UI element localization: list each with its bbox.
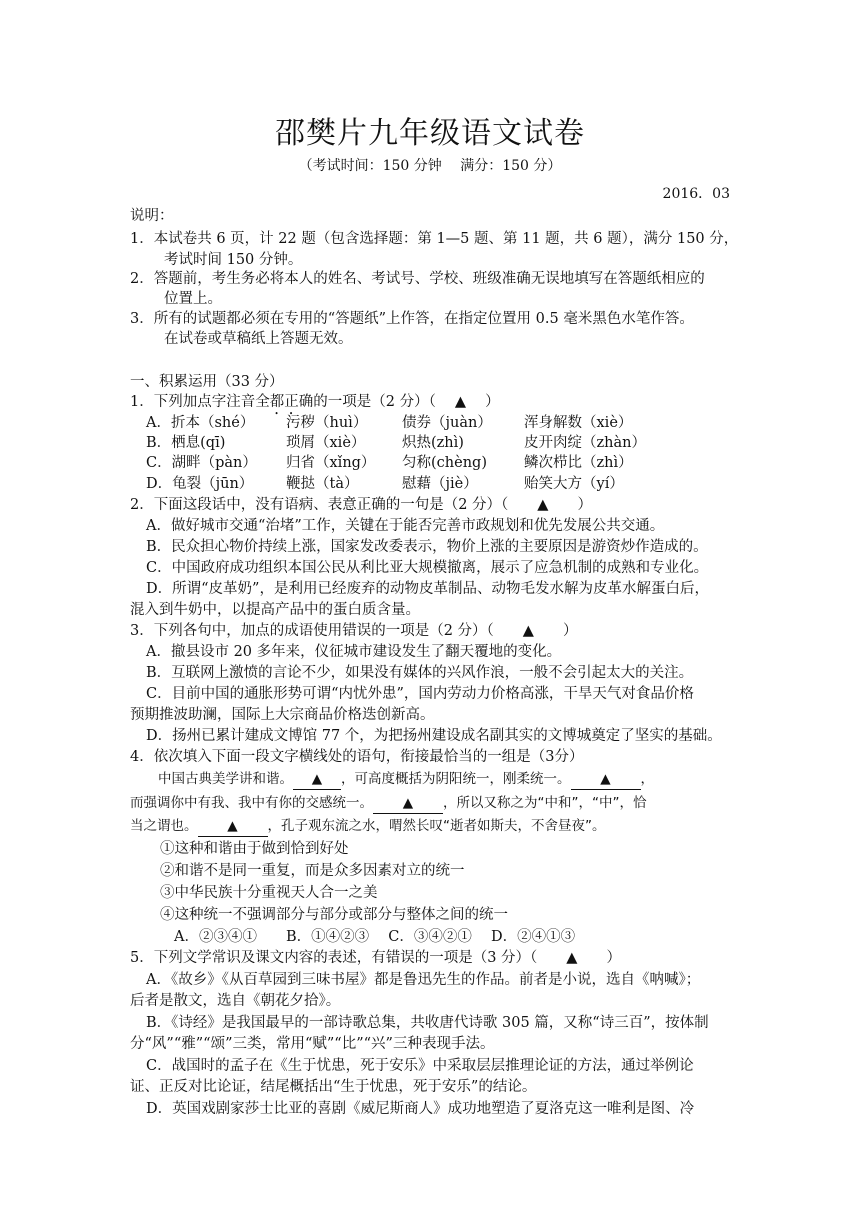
- q5-option: 分“风”“雅”“颂”三类，常用“赋”“比”“兴”三种表现手法。: [130, 1036, 495, 1052]
- dotted-text: 都正: [269, 394, 299, 410]
- q4-choice: ①这种和谐由于做到恰到好处: [160, 841, 349, 857]
- option-cell: 归省（xǐng）: [286, 455, 376, 471]
- passage-text: ，孔子观东流之水，喟然长叹“逝者如斯夫，不舍昼夜”。: [267, 818, 606, 834]
- passage-text: ，所以又称之为“中和”，“中”，恰: [443, 795, 647, 811]
- option-cell: C．湖畔（pàn）: [146, 455, 257, 471]
- option-cell: 皮开肉绽（zhàn）: [524, 435, 646, 451]
- q3-option: 预期推波助澜，国际上大宗商品价格迭创新高。: [130, 707, 435, 723]
- instruction-line: 1．本试卷共 6 页，计 22 题（包含选择题：第 1—5 题、第 11 题，共 6 题），满分 150 分，: [130, 231, 739, 247]
- question-4-stem: 4．依次填入下面一段文字横线处的语句，衔接最恰当的一组是（3分）: [130, 749, 584, 765]
- section-heading: 一、积累运用（33 分）: [130, 374, 284, 390]
- q5-option: 后者是散文，选自《朝花夕拾》。: [130, 993, 341, 1009]
- q3-option: B．互联网上激愤的言论不少，如果没有媒体的兴风作浪，一般不会引起太大的关注。: [146, 665, 694, 681]
- stem-text: 1．下列加点字注音全: [130, 394, 270, 410]
- stem-text: 确的一项是（2 分）（ ▲ ）: [298, 394, 500, 410]
- passage-text: 而强调你中有我、我中有你的交感统一。: [130, 795, 373, 811]
- instruction-line: 在试卷或草稿纸上答题无效。: [164, 331, 353, 347]
- option-cell: 债券（juàn）: [402, 415, 492, 431]
- option-cell: 炽热(zhì): [402, 435, 464, 451]
- passage-text: ，可高度概括为阴阳统一，刚柔统一。: [341, 771, 571, 787]
- passage-text: 中国古典美学讲和谐。: [158, 771, 293, 787]
- q2-option: D．所谓“皮革奶”，是利用已经废弃的动物皮革制品、动物毛发水解为皮革水解蛋白后，: [146, 581, 709, 597]
- answer-blank[interactable]: ▲: [571, 769, 641, 790]
- answer-blank[interactable]: ▲: [373, 793, 443, 814]
- option-cell: 贻笑大方（yí）: [524, 476, 624, 492]
- q5-option: B．《诗经》是我国最早的一部诗歌总集，共收唐代诗歌 305 篇，又称“诗三百”，按体制: [146, 1015, 709, 1031]
- option-cell: 鳞次栉比（zhì）: [524, 455, 633, 471]
- q2-option: A．做好城市交通“治堵”工作，关键在于能否完善市政规划和优先发展公共交通。: [146, 518, 665, 534]
- instruction-line: 2．答题前，考生务必将本人的姓名、考试号、学校、班级准确无误地填写在答题纸相应的: [130, 271, 705, 287]
- q4-passage-line: [130, 816, 606, 837]
- answer-blank[interactable]: ▲: [198, 816, 268, 837]
- option-cell: 琐屑（xiè）: [286, 435, 366, 451]
- instruction-line: 3．所有的试题都必须在专用的“答题纸”上作答，在指定位置用 0.5 毫米黑色水笔作答。: [130, 311, 694, 327]
- question-2-stem: 2．下面这段话中，没有语病、表意正确的一句是（2 分）（ ▲ ）: [130, 497, 592, 513]
- q5-option: A．《故乡》《从百草园到三味书屋》都是鲁迅先生的作品。前者是小说，选自《呐喊》；: [146, 972, 701, 988]
- q5-option: D．英国戏剧家莎士比亚的喜剧《威尼斯商人》成功地塑造了夏洛克这一唯利是图、冷: [146, 1101, 695, 1117]
- option-cell: 鞭挞（tà）: [286, 476, 359, 492]
- q4-choice: ④这种统一不强调部分与部分或部分与整体之间的统一: [160, 907, 508, 923]
- q5-option: C．战国时的孟子在《生于忧患，死于安乐》中采取层层推理论证的方法，通过举例论: [146, 1058, 694, 1074]
- question-3-stem: 3．下列各句中，加点的成语使用错误的一项是（2 分）（ ▲ ）: [130, 623, 578, 639]
- q3-option: A．撤县设市 20 多年来，仪征城市建设发生了翻天覆地的变化。: [146, 644, 562, 660]
- q5-option: 证、正反对比论证，结尾概括出“生于忧患，死于安乐”的结论。: [130, 1079, 537, 1095]
- q2-option: B．民众担心物价持续上涨，国家发改委表示，物价上涨的主要原因是游资炒作造成的。: [146, 539, 708, 555]
- passage-text: 当之谓也。: [130, 818, 198, 834]
- answer-blank[interactable]: ▲: [293, 769, 341, 790]
- page-title: 邵樊片九年级语文试卷: [275, 116, 585, 151]
- question-5-stem: 5．下列文学常识及课文内容的表述，有错误的一项是（3 分）（ ▲ ）: [130, 950, 621, 966]
- option-cell: 匀称(chèng): [402, 455, 487, 471]
- option-cell: A．折本（shé）: [146, 415, 255, 431]
- option-cell: 慰藉（jiè）: [402, 476, 478, 492]
- option-cell: D．龟裂（jūn）: [146, 476, 254, 492]
- instruction-line: 考试时间 150 分钟。: [164, 252, 303, 268]
- q4-answer-options: A．②③④① B．①④②③ C．③④②① D．②④①③: [174, 929, 576, 945]
- option-cell: 污秽（huì）: [286, 415, 368, 431]
- instruction-line: 位置上。: [164, 291, 222, 307]
- exam-subtitle: （考试时间：150 分钟 满分：150 分）: [298, 158, 562, 174]
- option-cell: 浑身解数（xiè）: [524, 415, 633, 431]
- q4-passage-line: [158, 769, 654, 790]
- q3-option: D．扬州已累计建成文博馆 77 个，为把扬州建设成名副其实的文博城奠定了坚实的基础。: [146, 728, 722, 744]
- q3-option: C．目前中国的通胀形势可谓“内忧外患”，国内劳动力价格高涨，干旱天气对食品价格: [146, 686, 694, 702]
- q4-choice: ②和谐不是同一重复，而是众多因素对立的统一: [160, 863, 465, 879]
- exam-date: 2016．03: [662, 186, 730, 202]
- passage-text: ，: [640, 771, 654, 787]
- q2-option: 混入到牛奶中，以提高产品中的蛋白质含量。: [130, 602, 420, 618]
- option-cell: B．栖息(qī): [146, 435, 226, 451]
- q2-option: C．中国政府成功组织本国公民从利比亚大规模撤离，展示了应急机制的成熟和专业化。: [146, 560, 709, 576]
- instructions-heading: 说明：: [130, 208, 174, 224]
- q4-choice: ③中华民族十分重视天人合一之美: [160, 885, 378, 901]
- q4-passage-line: [130, 793, 646, 814]
